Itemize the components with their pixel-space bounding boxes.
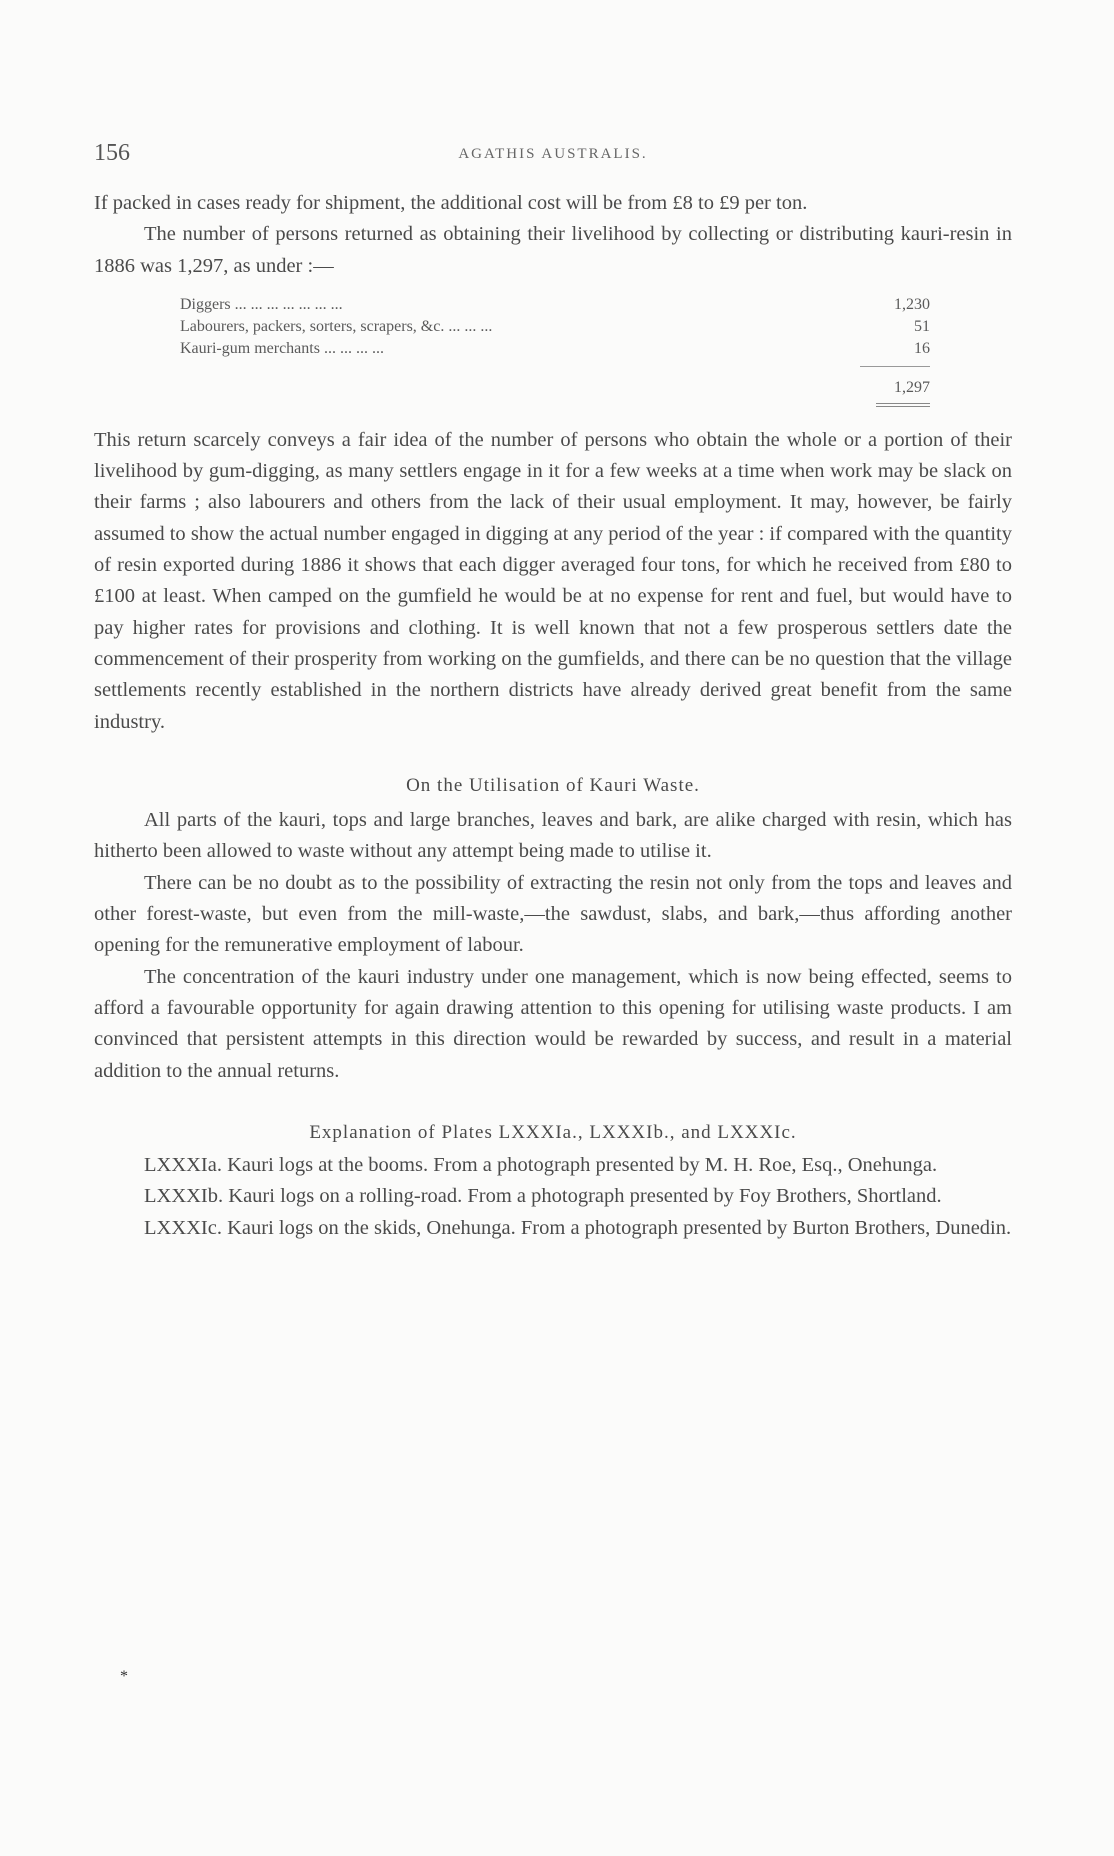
paragraph-extracting-resin: There can be no doubt as to the possibility of extracting the resin not only from the tops and leaves and other forest-waste, but even from the mill-waste,—the sawdust, slabs, and bark,—thus affording another opening for the remunerative employment of labour. bbox=[94, 871, 1012, 957]
table-row-label: Kauri-gum merchants ... ... ... ... bbox=[180, 339, 384, 357]
paragraph-concentration: The concentration of the kauri industry under one management, which is now being effected, seems to afford a favourable opportunity for again drawing attention to this opening for utilising waste products. I am convinced that persistent attempts in this direction would be rewarded by success, and result in a material addition to the annual returns. bbox=[94, 965, 1012, 1082]
section-heading-kauri-waste: On the Utilisation of Kauri Waste. bbox=[406, 774, 700, 796]
table-row bbox=[180, 338, 930, 360]
page-number: 156 bbox=[94, 140, 130, 166]
table-row-value: 16 bbox=[914, 339, 930, 357]
running-title: AGATHIS AUSTRALIS. bbox=[458, 146, 648, 162]
ink-mark: * bbox=[120, 1668, 128, 1685]
table-row bbox=[180, 316, 930, 338]
paragraph-return-analysis: This return scarcely conveys a fair idea of the number of persons who obtain the whole or a portion of their livelihood by gum-digging, as many settlers engage in it for a few weeks at a time when work may be slack on their farms ; also labourers and others from the lack of their usual employment. It may, however, be fairly assumed to show the actual number engaged in digging at any period of the year : if compared with the quantity of resin exported during 1886 it shows that each digger averaged four tons, for which he received from £80 to £100 at least. When camped on the gumfield he would be at no expense for rent and fuel, but would have to pay higher rates for provisions and clothing. It is well known that not a few prosperous settlers date the commencement of their prosperity from working on the gumfields, and there can be no question that the village settlements recently established in the northern districts have already derived great benefit from the same industry. bbox=[94, 428, 1012, 733]
table-row-value: 1,230 bbox=[894, 295, 930, 313]
section-heading-plates: Explanation of Plates LXXXIa., LXXXIb., and LXXXIc. bbox=[309, 1121, 797, 1143]
paragraph-persons-returned: The number of persons returned as obtaining their livelihood by collecting or distributing kauri-resin in 1886 was 1,297, as under :— bbox=[94, 223, 1012, 277]
table-row-label: Diggers ... ... ... ... ... ... ... bbox=[180, 295, 343, 313]
plate-caption-c: LXXXIc. Kauri logs on the skids, Onehunga. From a photograph presented by Burton Brothers, Dunedin. bbox=[144, 1216, 1012, 1239]
table-row bbox=[180, 294, 930, 316]
table-row-label: Labourers, packers, sorters, scrapers, &c. ... ... ... bbox=[180, 317, 493, 335]
table-row-value: 51 bbox=[914, 317, 930, 335]
plate-caption-a: LXXXIa. Kauri logs at the booms. From a photograph presented by M. H. Roe, Esq., Onehunga. bbox=[144, 1154, 938, 1177]
table-total: 1,297 bbox=[860, 366, 930, 399]
page-header bbox=[94, 140, 1012, 170]
page-body bbox=[94, 188, 1012, 1244]
paragraph-shipment-cost: If packed in cases ready for shipment, the additional cost will be from £8 to £9 per ton. bbox=[94, 192, 808, 214]
table-total-row bbox=[180, 366, 930, 399]
paragraph-resin-waste: All parts of the kauri, tops and large branches, leaves and bark, are alike charged with resin, which has hitherto been allowed to waste without any attempt being made to utilise it. bbox=[94, 809, 1012, 863]
livelihood-table bbox=[180, 294, 930, 407]
plate-caption-b: LXXXIb. Kauri logs on a rolling-road. From a photograph presented by Foy Brothers, Shortland. bbox=[144, 1185, 942, 1208]
